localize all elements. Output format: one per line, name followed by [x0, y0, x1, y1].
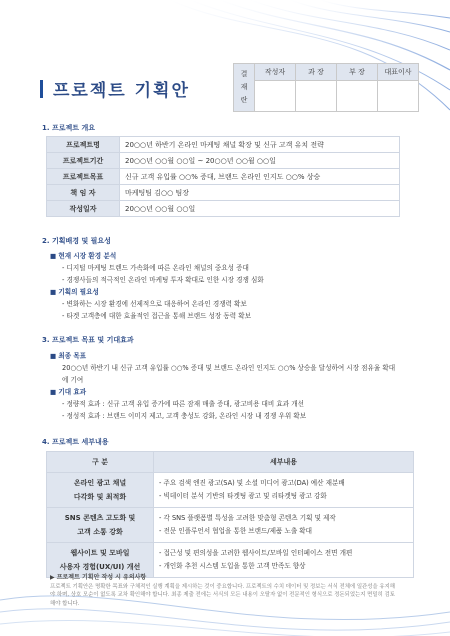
- title-block: [40, 76, 190, 101]
- overview-value: 20○○년 ○○월 ○○일: [120, 201, 400, 217]
- list-item: - 빅데이터 분석 기반의 타겟팅 광고 및 리타겟팅 광고 강화: [159, 492, 327, 500]
- details-table: [46, 451, 414, 578]
- section2-heading: 2. 기획배경 및 필요성: [42, 237, 111, 245]
- overview-label: 프로젝트명: [47, 137, 120, 153]
- table-row: [47, 153, 400, 169]
- overview-label: 책 임 자: [47, 185, 120, 201]
- approval-sign-cell[interactable]: [296, 81, 337, 112]
- bullet-heading: [50, 286, 264, 298]
- list-item-text: 개인화 추천 시스템 도입을 통한 고객 만족도 향상: [163, 562, 306, 570]
- list-item-text: 전문 인플루언서 협업을 통한 브랜드/제품 노출 확대: [163, 527, 313, 535]
- list-item: - 전문 인플루언서 협업을 통한 브랜드/제품 노출 확대: [159, 527, 313, 535]
- list-item: - 개인화 추천 시스템 도입을 통한 고객 만족도 향상: [159, 562, 306, 570]
- list-item-text: 빅데이터 분석 기반의 타겟팅 광고 및 리타겟팅 광고 강화: [163, 492, 327, 500]
- column-header: 세부내용: [154, 452, 414, 473]
- bullet-square-icon: ■: [50, 388, 57, 396]
- detail-category: [47, 473, 154, 508]
- bullet-heading-text: 기획의 필요성: [58, 288, 99, 296]
- list-item: - 정량적 효과 : 신규 고객 유입 증가에 따른 잠재 매출 증대, 광고비용 대비 효과 개선: [62, 400, 304, 408]
- table-row: [47, 201, 400, 217]
- list-item-text: 타겟 고객층에 대한 효율적인 접근을 통해 브랜드 성장 동력 확보: [66, 312, 251, 320]
- detail-category-line: 고객 소통 강화: [77, 528, 123, 536]
- detail-category-line: SNS 콘텐츠 고도화 및: [64, 514, 136, 522]
- approval-sign-cell[interactable]: [337, 81, 378, 112]
- detail-content: [154, 543, 414, 578]
- approval-box: [233, 63, 419, 112]
- section1-heading: 1. 프로젝트 개요: [42, 124, 95, 132]
- list-item: - 경쟁사들의 적극적인 온라인 마케팅 투자 확대로 인한 시장 경쟁 심화: [62, 276, 264, 284]
- detail-category: [47, 508, 154, 543]
- bullet-heading: [50, 350, 397, 362]
- table-row: [47, 169, 400, 185]
- approval-sign-cell[interactable]: [255, 81, 296, 112]
- page-title: 프로젝트 기획안: [53, 81, 190, 101]
- overview-value: 신규 고객 유입률 ○○% 증대, 브랜드 온라인 인지도 ○○% 상승: [120, 169, 400, 185]
- list-item-text: 주요 검색 엔진 광고(SA) 및 소셜 미디어 광고(DA) 예산 재분배: [163, 479, 345, 487]
- detail-category-line: 다각화 및 최적화: [73, 493, 127, 501]
- bullet-heading-text: 최종 목표: [58, 352, 87, 360]
- approval-sign-cell[interactable]: [378, 81, 419, 112]
- title-accent-bar: [40, 80, 43, 98]
- overview-value: 마케팅팀 김○○ 팀장: [120, 185, 400, 201]
- detail-category: [47, 543, 154, 578]
- table-row: [47, 137, 400, 153]
- overview-value: 20○○년 ○○월 ○○일 ~ 20○○년 ○○월 ○○일: [120, 153, 400, 169]
- bullet-square-icon: ■: [50, 288, 57, 296]
- approval-header-ceo: 대표이사: [378, 64, 419, 81]
- list-item-text: 접근성 및 편의성을 고려한 웹사이트/모바일 인터페이스 전면 개편: [163, 549, 353, 557]
- detail-category-line: 온라인 광고 채널: [73, 479, 127, 487]
- overview-table: [46, 136, 400, 217]
- list-item-text: 정량적 효과 : 신규 고객 유입 증가에 따른 잠재 매출 증대, 광고비용 대비 효과 개선: [66, 400, 304, 408]
- list-item: - 정성적 효과 : 브랜드 이미지 제고, 고객 충성도 강화, 온라인 시장 내 경쟁 우위 확보: [62, 412, 307, 420]
- list-item: - 디지털 마케팅 트렌드 가속화에 따른 온라인 채널의 중요성 증대: [62, 264, 249, 272]
- approval-vertical-label: [234, 64, 255, 112]
- list-item-text: 변화하는 시장 환경에 선제적으로 대응하여 온라인 경쟁력 확보: [66, 300, 247, 308]
- bullet-heading: [50, 250, 264, 262]
- bullet-heading: [50, 386, 397, 398]
- approval-header-writer: 작성자: [255, 64, 296, 81]
- approval-label-char: 재: [240, 83, 248, 91]
- approval-label-char: 결: [240, 70, 248, 78]
- bullet-square-icon: ■: [50, 252, 57, 260]
- approval-header-director: 부 장: [337, 64, 378, 81]
- approval-label-char: 란: [240, 96, 248, 104]
- list-item: - 접근성 및 편의성을 고려한 웹사이트/모바일 인터페이스 전면 개편: [159, 549, 353, 557]
- bullet-square-icon: ■: [50, 352, 57, 360]
- overview-value: 20○○년 하반기 온라인 마케팅 채널 확장 및 신규 고객 유치 전략: [120, 137, 400, 153]
- detail-content: [154, 508, 414, 543]
- section3-body: [50, 350, 397, 422]
- detail-category-line: 웹사이트 및 모바일: [70, 549, 130, 557]
- list-item-text: 각 SNS 플랫폼별 특성을 고려한 맞춤형 콘텐츠 기획 및 제작: [163, 514, 336, 522]
- overview-label: 작성일자: [47, 201, 120, 217]
- section2-body: [50, 250, 264, 322]
- list-item-text: 정성적 효과 : 브랜드 이미지 제고, 고객 충성도 강화, 온라인 시장 내 경쟁 우위 확보: [66, 412, 307, 420]
- detail-content: [154, 473, 414, 508]
- overview-label: 프로젝트기간: [47, 153, 120, 169]
- goal-paragraph: 20○○년 하반기 내 신규 고객 유입률 ○○% 증대 및 브랜드 온라인 인지도 ○○% 상승을 달성하여 시장 점유율 확대에 기여: [62, 364, 396, 384]
- table-header-row: [47, 452, 414, 473]
- table-row: [47, 473, 414, 508]
- overview-label: 프로젝트목표: [47, 169, 120, 185]
- writing-guide-note: [50, 574, 400, 608]
- list-item: - 주요 검색 엔진 광고(SA) 및 소셜 미디어 광고(DA) 예산 재분배: [159, 479, 345, 487]
- list-item-text: 경쟁사들의 적극적인 온라인 마케팅 투자 확대로 인한 시장 경쟁 심화: [66, 276, 264, 284]
- note-text: 프로젝트 기획안은 명확한 목표와 구체적인 실행 계획을 제시하는 것이 중요합니다. 프로젝트의 수치 데이터 및 정보는 서식 전체에 일관성을 유지해야 하며, 상호 모순이 없도록 교차 확인해야 합니다. 최종 제출 전에는 서식의 모든 내용이 오탈자 없이 전문적인 형식으로 정돈되었는지 면밀히 검토해야 합니다.: [50, 583, 395, 607]
- approval-header-manager: 과 장: [296, 64, 337, 81]
- table-row: [47, 185, 400, 201]
- list-item: - 각 SNS 플랫폼별 특성을 고려한 맞춤형 콘텐츠 기획 및 제작: [159, 514, 336, 522]
- note-title: ▶ 프로젝트 기획안 작성 시 유의사항: [50, 574, 147, 581]
- list-item: - 타겟 고객층에 대한 효율적인 접근을 통해 브랜드 성장 동력 확보: [62, 312, 251, 320]
- section3-heading: 3. 프로젝트 목표 및 기대효과: [42, 336, 134, 344]
- section4-heading: 4. 프로젝트 세부내용: [42, 438, 109, 446]
- list-item: - 변화하는 시장 환경에 선제적으로 대응하여 온라인 경쟁력 확보: [62, 300, 247, 308]
- bullet-heading-text: 기대 효과: [58, 388, 87, 396]
- table-row: [47, 543, 414, 578]
- bullet-heading-text: 현재 시장 환경 분석: [58, 252, 117, 260]
- table-row: [47, 508, 414, 543]
- column-header: 구 분: [47, 452, 154, 473]
- detail-category-line: 사용자 경험(UX/UI) 개선: [59, 563, 141, 571]
- list-item-text: 디지털 마케팅 트렌드 가속화에 따른 온라인 채널의 중요성 증대: [66, 264, 249, 272]
